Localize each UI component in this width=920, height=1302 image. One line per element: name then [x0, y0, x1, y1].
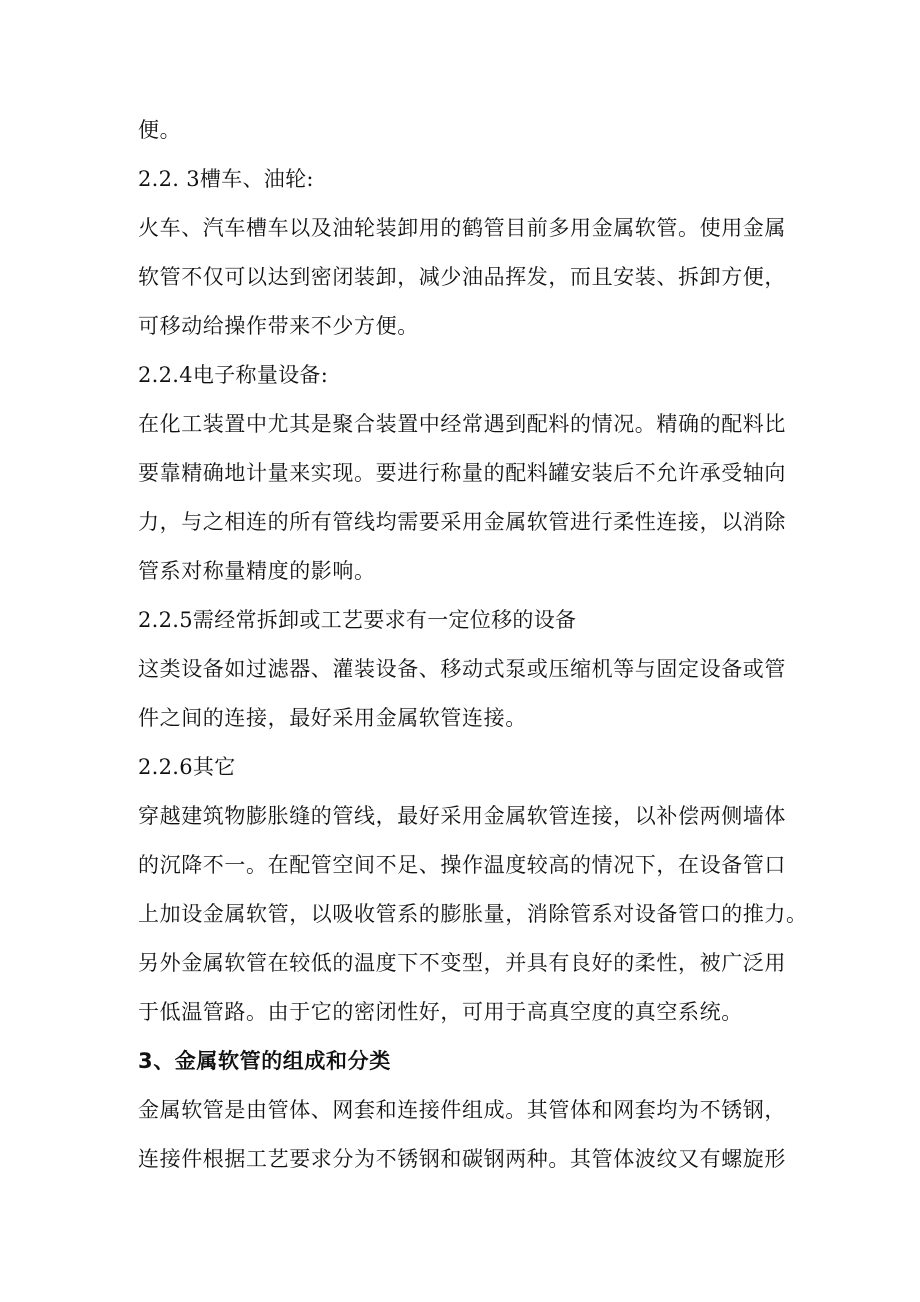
paragraph-line: 穿越建筑物膨胀缝的管线，最好采用金属软管连接，以补偿两侧墙体	[138, 804, 786, 828]
section-heading-2-2-5: 2.2.5需经常拆卸或工艺要求有一定位移的设备	[138, 608, 577, 632]
paragraph-line: 另外金属软管在较低的温度下不变型，并具有良好的柔性，被广泛用	[138, 951, 786, 975]
paragraph-line: 件之间的连接，最好采用金属软管连接。	[138, 706, 527, 730]
paragraph-line: 金属软管是由管体、网套和连接件组成。其管体和网套均为不锈钢，	[138, 1098, 786, 1122]
paragraph-line: 便。	[138, 118, 182, 142]
paragraph-line: 力，与之相连的所有管线均需要采用金属软管进行柔性连接，以消除	[138, 510, 786, 534]
paragraph-line: 这类设备如过滤器、灌装设备、移动式泵或压缩机等与固定设备或管	[138, 657, 786, 681]
paragraph-line: 可移动给操作带来不少方便。	[138, 314, 419, 338]
section-heading-2-2-6: 2.2.6其它	[138, 755, 236, 779]
paragraph-line: 管系对称量精度的影响。	[138, 559, 376, 583]
section-heading-3: 3、金属软管的组成和分类	[138, 1049, 391, 1073]
paragraph-line: 软管不仅可以达到密闭装卸，减少油品挥发，而且安装、拆卸方便，	[138, 265, 786, 289]
paragraph-line: 火车、汽车槽车以及油轮装卸用的鹤管目前多用金属软管。使用金属	[138, 216, 786, 240]
paragraph-line: 于低温管路。由于它的密闭性好，可用于高真空度的真空系统。	[138, 1000, 743, 1024]
paragraph-line: 连接件根据工艺要求分为不锈钢和碳钢两种。其管体波纹又有螺旋形	[138, 1147, 786, 1171]
paragraph-line: 上加设金属软管，以吸收管系的膨胀量，消除管系对设备管口的推力。	[138, 902, 808, 926]
section-heading-2-2-4: 2.2.4电子称量设备:	[138, 363, 329, 387]
paragraph-line: 的沉降不一。在配管空间不足、操作温度较高的情况下，在设备管口	[138, 853, 786, 877]
section-heading-2-2-3: 2.2. 3槽车、油轮:	[138, 167, 314, 191]
paragraph-line: 要靠精确地计量来实现。要进行称量的配料罐安装后不允许承受轴向	[138, 461, 786, 485]
paragraph-line: 在化工装置中尤其是聚合装置中经常遇到配料的情况。精确的配料比	[138, 412, 786, 436]
